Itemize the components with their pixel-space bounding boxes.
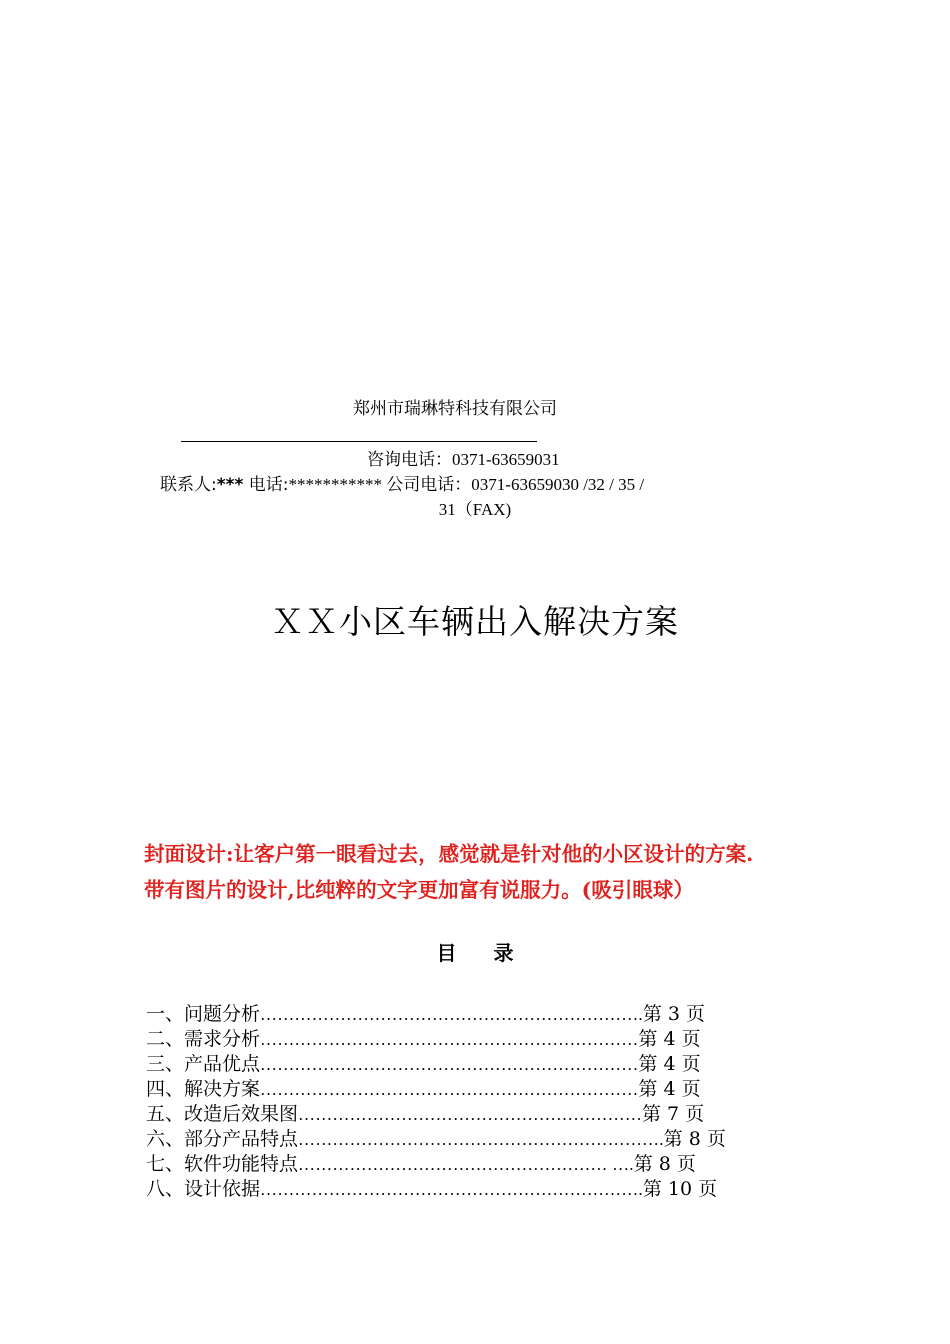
toc-entry[interactable] [146,1127,726,1152]
toc-entry-label: 四、解决方案 [146,1078,261,1100]
toc-entry[interactable] [146,1002,726,1027]
cover-note-line-2: 带有图片的设计,比纯粹的文字更加富有说服力。(吸引眼球） [144,878,694,902]
toc-entry-label: 二、需求分析 [146,1028,261,1050]
toc-entry-page: 第 4 页 [638,1028,701,1050]
toc-entry-label: 六、部分产品特点 [146,1128,299,1150]
toc-entry-leader: ………………………………………………………… [260,1055,639,1074]
toc-entry-leader: …………………………………………………………. [260,1180,643,1199]
phone-label: 电话: [243,475,289,495]
toc-entry-page: 第 8 页 [633,1153,696,1175]
cover-note-line-1: 封面设计:让客户第一眼看过去，感觉就是针对他的小区设计的方案. [144,842,754,866]
toc-entry-page: 第 10 页 [642,1178,718,1200]
toc-entry-label: 五、改造后效果图 [146,1103,299,1125]
toc-entry[interactable] [146,1052,726,1077]
toc-entry[interactable] [146,1027,726,1052]
consult-label: 咨询电话： [367,450,452,470]
consult-phone-line [367,448,560,472]
company-phone-continued: 31（FAX) [438,500,512,519]
phone-value: *********** [288,475,387,494]
contact-line [160,473,644,497]
contact-name: *** [216,475,244,495]
toc-entry[interactable] [146,1077,726,1102]
toc-entry-label: 三、产品优点 [146,1053,261,1075]
toc-entry-leader: …………………………………………………… [298,1105,643,1124]
toc-entry-leader: …………………………………………………………. [260,1005,643,1024]
toc-heading: 目 录 [436,941,514,965]
toc-entry-leader: ……………………………………………… …. [298,1155,634,1174]
toc-entry-page: 第 8 页 [663,1128,726,1150]
toc-entry-label: 八、设计依据 [146,1178,261,1200]
toc-entry-page: 第 3 页 [642,1003,706,1025]
company-name: 郑州市瑞琳特科技有限公司 [353,399,557,419]
consult-number: 0371-63659031 [452,450,560,469]
toc-entry-leader: ………………………………………………………… [260,1030,639,1049]
document-title: ＸＸ小区车辆出入解决方案 [271,602,679,641]
toc-entry-page: 第 7 页 [642,1103,705,1125]
contact-label: 联系人: [160,475,217,495]
company-phone-value: 0371-63659030 /32 / 35 / [471,475,645,494]
toc-entry-leader: ………………………………………………………… [260,1080,639,1099]
toc-entry-label: 七、软件功能特点 [146,1153,299,1175]
toc-entry-leader: ………………………………………………………. [298,1130,664,1149]
toc-entry-page: 第 4 页 [638,1078,701,1100]
toc-entry[interactable] [146,1177,726,1202]
table-of-contents [146,1002,726,1202]
header-divider [181,441,537,442]
toc-entry-page: 第 4 页 [638,1053,701,1075]
toc-entry-label: 一、问题分析 [146,1003,261,1025]
company-phone-label: 公司电话： [386,475,472,495]
toc-entry[interactable] [146,1152,726,1177]
toc-entry[interactable] [146,1102,726,1127]
